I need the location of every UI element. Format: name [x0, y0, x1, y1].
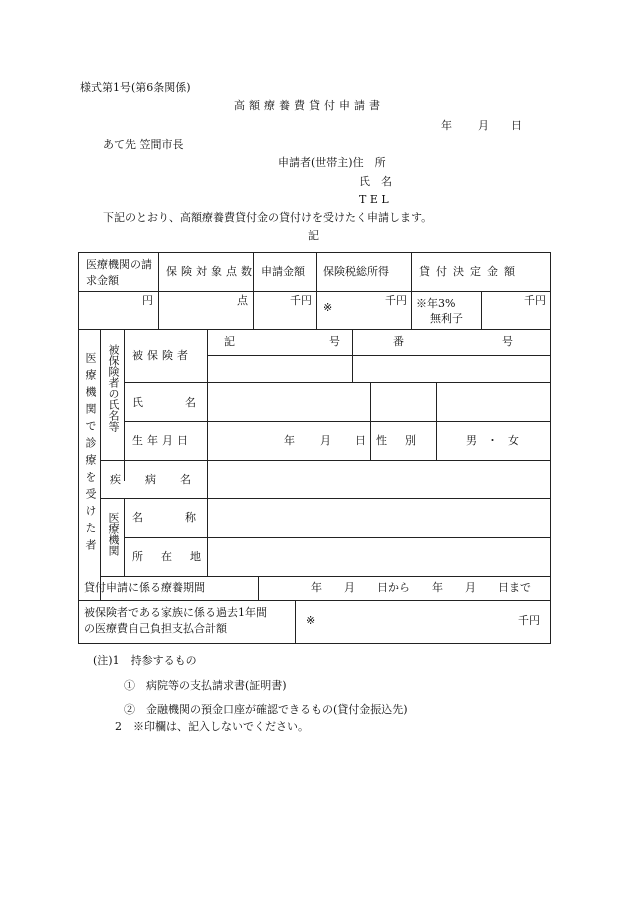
sex-value: 男・女 — [466, 434, 529, 447]
date-month: 月 — [478, 119, 489, 132]
ban-label: 番 — [393, 335, 404, 348]
insured-vertical: 被保険者の氏名等 — [107, 344, 120, 432]
rate-line1: ※年3% — [416, 297, 456, 310]
unit-senyen-income: 千円 — [385, 294, 407, 307]
date-day: 日 — [511, 119, 522, 132]
period-value: 年 月 日から 年 月 日まで — [311, 581, 531, 594]
notes-item-3: 2 ※印欄は、記入しないでください。 — [115, 720, 309, 733]
sex-label: 性別 — [376, 434, 434, 447]
unit-ten: 点 — [237, 294, 248, 307]
go-label: 号 — [329, 335, 340, 348]
birth-month: 月 — [320, 434, 331, 447]
income-mark: ※ — [323, 301, 333, 314]
birth-day: 日 — [355, 434, 366, 447]
disease-label: 疾病名 — [110, 473, 215, 486]
notes-item-1: ① 病院等の支払請求書(証明書) — [124, 679, 287, 692]
notes-head: (注)1 持参するもの — [93, 654, 197, 667]
unit-senyen-request: 千円 — [290, 294, 312, 307]
insured-label: 被保険者 — [132, 349, 192, 362]
rate-line2: 無利子 — [430, 312, 463, 325]
applicant-name-label: 氏 名 — [359, 175, 392, 188]
family-label-1: 被保険者である家族に係る過去1年間 — [84, 606, 267, 619]
form-id: 様式第1号(第6条関係) — [80, 81, 191, 94]
family-unit: 千円 — [518, 614, 540, 627]
treated-person-vertical: 医療機関で診療を受けた者 — [84, 352, 97, 556]
page-title: 高額療養費貸付申請書 — [234, 99, 384, 112]
birth-year: 年 — [284, 434, 295, 447]
unit-senyen-decided: 千円 — [524, 294, 546, 307]
birth-label: 生年月日 — [132, 434, 192, 447]
medical-institution-vertical: 医療機関 — [107, 512, 120, 556]
unit-yen: 円 — [142, 294, 153, 307]
family-mark: ※ — [306, 614, 316, 627]
name-label: 氏名 — [132, 396, 238, 409]
header-income: 保険税総所得 — [323, 265, 389, 278]
ki-label: 記 — [224, 335, 235, 348]
family-label-2: の医療費自己負担支払合計額 — [84, 622, 227, 635]
notes-item-2: ② 金融機関の預金口座が確認できるもの(貸付金振込先) — [124, 703, 408, 716]
applicant-tel-label: T E L — [359, 193, 389, 206]
header-decided-amount: 貸付決定金額 — [419, 265, 521, 278]
header-claim-amount-1: 医療機関の請求金額 — [86, 258, 152, 287]
period-label: 貸付申請に係る療養期間 — [84, 581, 205, 594]
inst-name-label: 名称 — [132, 511, 238, 524]
intro-text: 下記のとおり、高額療養費貸付金の貸付けを受けたく申請します。 — [103, 211, 433, 224]
go-label-2: 号 — [502, 335, 513, 348]
date-year: 年 — [441, 119, 452, 132]
header-request-amount: 申請金額 — [261, 265, 305, 278]
header-points: 保険対象点数 — [166, 265, 256, 278]
ki-heading: 記 — [308, 229, 319, 242]
applicant-address-label: 申請者(世帯主)住 所 — [278, 156, 386, 169]
inst-addr-label: 所在地 — [132, 550, 219, 563]
addressee: あて先 笠間市長 — [103, 138, 184, 151]
